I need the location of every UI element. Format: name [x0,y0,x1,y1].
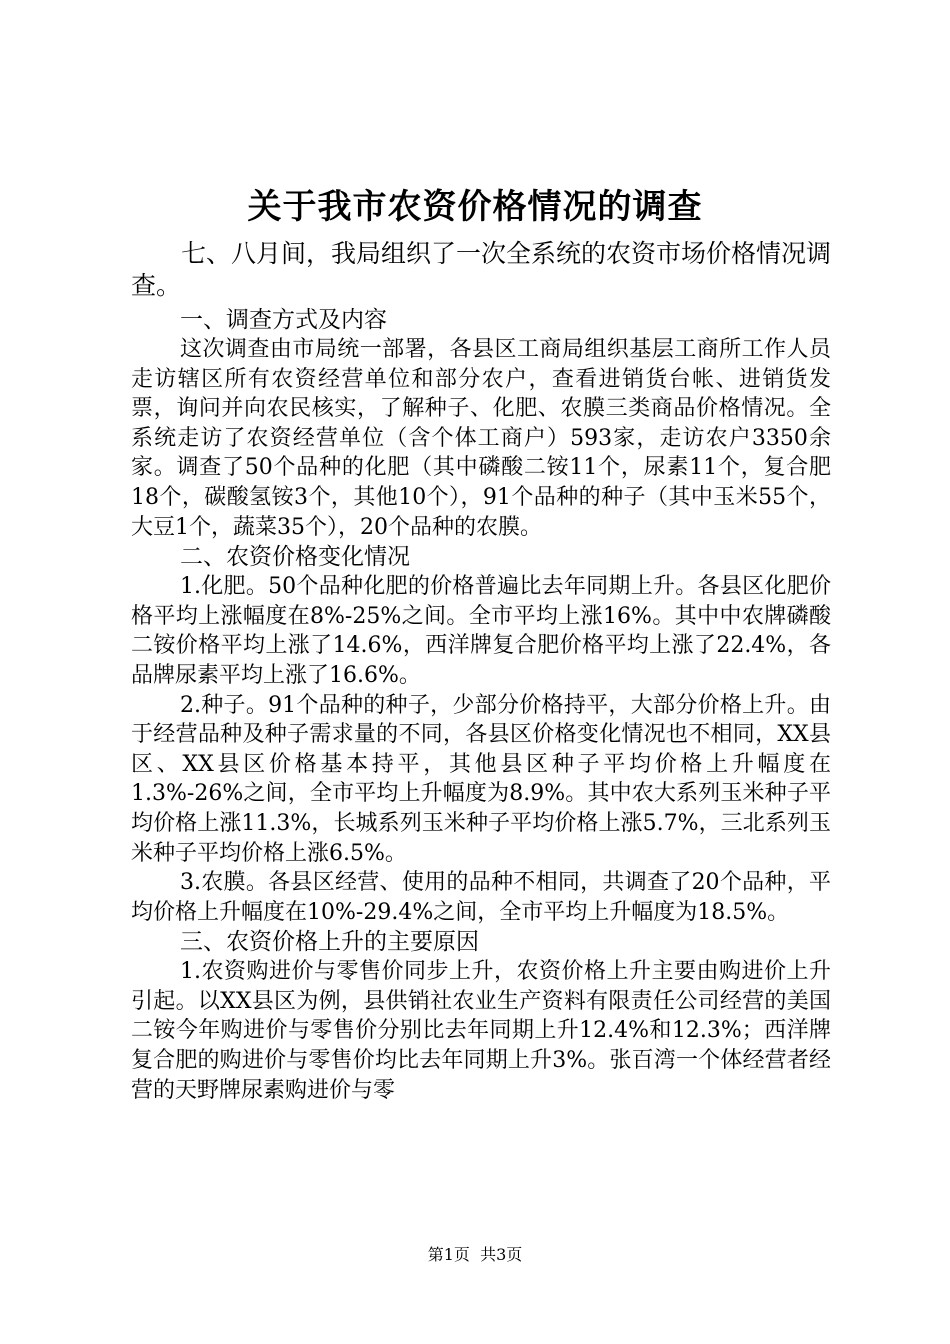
intro-paragraph: 七、八月间，我局组织了一次全系统的农资市场价格情况调查。 [131,239,832,300]
section-2-paragraph-3: 3.农膜。各县区经营、使用的品种不相同，共调查了20个品种，平均价格上升幅度在10%-29.4%之间，全市平均上升幅度为18.5%。 [131,870,831,925]
document-body [131,238,831,1105]
section-2-paragraph-1: 1.化肥。50个品种化肥的价格普遍比去年同期上升。各县区化肥价格平均上涨幅度在8%-25%之间。全市平均上涨16%。其中中农牌磷酸二铵价格平均上涨了14.6%，西洋牌复合肥价格平均上涨了22.4%，各品牌尿素平均上涨了16.6%。 [131,574,831,688]
section-2-heading: 二、农资价格变化情况 [180,544,410,571]
page-number-footer: 第1页 共3页 [427,1245,523,1264]
section-1-heading: 一、调查方式及内容 [180,307,387,333]
section-2-paragraph-2: 2.种子。91个品种的种子，少部分价格持平，大部分价格上升。由于经营品种及种子需求量的不同，各县区价格变化情况也不相同，XX县区、XX县区价格基本持平，其他县区种子平均价格上升幅度在1.3%-26%之间，全市平均上升幅度为8.9%。其中农大系列玉米种子平均价格上涨11.3%，长城系列玉米种子平均价格上涨5.7%，三北系列玉米种子平均价格上涨6.5%。 [131,692,831,866]
section-3-paragraph-1: 1.农资购进价与零售价同步上升，农资价格上升主要由购进价上升引起。以XX县区为例，县供销社农业生产资料有限责任公司经营的美国二铵今年购进价与零售价分别比去年同期上升12.4%和12.3%；西洋牌复合肥的购进价与零售价均比去年同期上升3%。张百湾一个体经营者经营的天野牌尿素购进价与零 [131,959,831,1103]
section-3-heading: 三、农资价格上升的主要原因 [180,929,479,956]
section-1-paragraph-1: 这次调查由市局统一部署，各县区工商局组织基层工商所工作人员走访辖区所有农资经营单位和部分农户，查看进销货台帐、进销货发票，询问并向农民核实，了解种子、化肥、农膜三类商品价格情况。全系统走访了农资经营单位（含个体工商户）593家，走访农户3350余家。调查了50个品种的化肥（其中磷酸二铵11个，尿素11个，复合肥18个，碳酸氢铵3个，其他10个），91个品种的种子（其中玉米55个，大豆1个，蔬菜35个），20个品种的农膜。 [131,337,831,540]
document-title: 关于我市农资价格情况的调查 [247,187,703,227]
